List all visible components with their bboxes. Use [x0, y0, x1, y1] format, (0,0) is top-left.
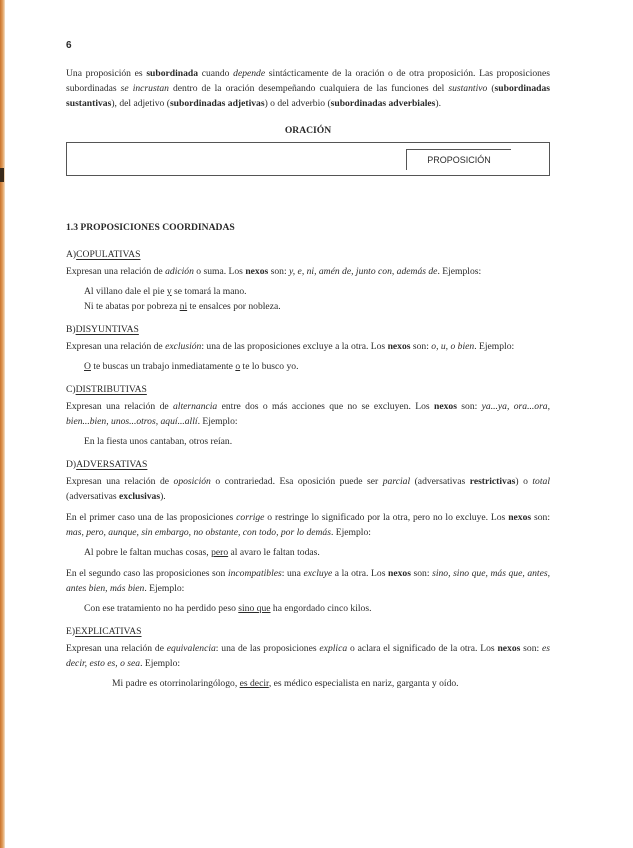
example-sentence: [66, 545, 550, 560]
text: son:: [531, 512, 550, 523]
text: ) o: [515, 476, 533, 487]
term: nexos: [245, 266, 269, 277]
text: al avaro le faltan todas.: [228, 547, 320, 558]
subsection-letter: B): [66, 324, 76, 335]
text: . Ejemplo:: [474, 341, 515, 352]
term: nexos: [497, 643, 521, 654]
adversativas-paragraph: [66, 474, 550, 504]
text: ha engordado cinco kilos.: [270, 603, 372, 614]
oracion-diagram: [66, 142, 550, 176]
diagram-title: ORACIÓN: [284, 125, 332, 136]
page-content: [66, 66, 550, 691]
text: ).: [160, 491, 166, 502]
example-sentence: [66, 601, 550, 616]
nexo: sino que: [238, 603, 271, 614]
text: son:: [410, 568, 433, 579]
term: subordinadas adjetivas: [169, 98, 265, 109]
text: (adversativas: [410, 476, 470, 487]
text: ), del adjetivo (: [111, 98, 170, 109]
example-sentence: [66, 676, 550, 691]
subsection-letter: E): [66, 626, 76, 637]
text: Expresan una relación de: [66, 341, 166, 352]
term: explica: [319, 643, 348, 654]
subsection-letter: C): [66, 384, 76, 395]
term: total: [532, 476, 550, 487]
page-number: 6: [66, 40, 72, 51]
text: o suma. Los: [193, 266, 246, 277]
text: . Ejemplos:: [437, 266, 482, 277]
term: se incrustan: [120, 83, 169, 94]
text: te ensalces por nobleza.: [187, 301, 281, 312]
explicativas-paragraph: [66, 641, 550, 671]
text: Mi padre es otorrinolaringólogo,: [112, 678, 240, 689]
text: . Ejemplo:: [197, 416, 238, 427]
subsection-label: EXPLICATIVAS: [75, 626, 142, 637]
text: Expresan una relación de: [66, 643, 167, 654]
text: : una de las proposiciones: [215, 643, 320, 654]
text: ).: [435, 98, 442, 109]
text: a la otra. Los: [332, 568, 389, 579]
term: subordinada: [146, 68, 199, 79]
distributivas-paragraph: [66, 399, 550, 429]
text: , es médico especialista en nariz, garganta y oído.: [268, 678, 459, 689]
disyuntivas-paragraph: [66, 339, 550, 354]
text: son:: [268, 266, 290, 277]
nexo: es decir: [239, 678, 269, 689]
term: corrige: [236, 512, 265, 523]
term: exclusivas: [119, 491, 161, 502]
text: cuando: [198, 68, 234, 79]
term: subordinadas sustantivas: [66, 83, 551, 109]
subsection-label: ADVERSATIVAS: [76, 459, 148, 470]
subsection-letter: A): [66, 249, 77, 260]
text: son:: [456, 401, 482, 412]
text: (adversativas: [66, 491, 120, 502]
term: sino, sino que, más que, antes, antes bien, más bien: [66, 568, 550, 594]
nexo: pero: [211, 547, 229, 558]
term: excluye: [303, 568, 333, 579]
term: subordinadas adverbiales: [330, 98, 436, 109]
subsection-title-distributivas: [66, 384, 550, 395]
nexo: y: [166, 286, 172, 297]
text: Una proposición es: [66, 68, 147, 79]
nexo: O: [84, 361, 91, 372]
text: son:: [410, 341, 432, 352]
example-sentence: [66, 359, 550, 374]
text: Expresan una relación de: [66, 266, 166, 277]
term: equivalencia: [166, 643, 216, 654]
section-title: 1.3 PROPOSICIONES COORDINADAS: [66, 222, 235, 233]
text: : una: [281, 568, 304, 579]
term: mas, pero, aunque, sin embargo, no obstante, con todo, por lo demás: [66, 527, 331, 538]
term: adición: [165, 266, 194, 277]
subsection-label: COPULATIVAS: [76, 249, 141, 260]
text: . Ejemplo:: [144, 583, 185, 594]
term: ya...ya, ora...ora, bien...bien, unos...otros, aquí...allí: [66, 401, 550, 427]
subsection-letter: D): [66, 459, 77, 470]
term: o, u, o bien: [431, 341, 475, 352]
proposicion-box: PROPOSICIÓN: [406, 149, 511, 170]
text: te buscas un trabajo inmediatamente: [90, 361, 236, 372]
subsection-title-adversativas: [66, 459, 550, 470]
text: dentro de la oración desempeñando cualquiera de las funciones del: [168, 83, 449, 94]
text: . Ejemplo:: [140, 658, 181, 669]
text: En el primer caso una de las proposiciones: [66, 512, 237, 523]
subsection-title-explicativas: [66, 626, 550, 637]
example-sentence: En la fiesta unos cantaban, otros reían.: [84, 436, 233, 447]
term: nexos: [434, 401, 457, 412]
term: nexos: [508, 512, 532, 523]
text: Expresan una relación de: [66, 401, 173, 412]
example-sentence: [66, 299, 550, 314]
text: Al villano dale el pie: [84, 286, 167, 297]
text: Ni te abatas por pobreza: [84, 301, 180, 312]
term: parcial: [382, 476, 411, 487]
text: se tomará la mano.: [171, 286, 247, 297]
copulativas-paragraph: [66, 264, 550, 279]
text: son:: [520, 643, 542, 654]
term: incompatibles: [227, 568, 282, 579]
text: Expresan una relación de: [66, 476, 174, 487]
example-sentence: [66, 284, 550, 299]
text: (: [487, 83, 495, 94]
term: oposición: [173, 476, 211, 487]
term: nexos: [387, 341, 411, 352]
nexo: o: [235, 361, 241, 372]
subsection-title-disyuntivas: [66, 324, 550, 335]
text: . Ejemplo:: [330, 527, 371, 538]
text: sintácticamente de la oración o de otra proposición. Las proposiciones subordinadas: [66, 68, 550, 94]
term: exclusión: [165, 341, 202, 352]
text: o contrariedad. Esa oposición puede ser: [210, 476, 383, 487]
term: y, e, ni, amén de, junto con, además de: [289, 266, 438, 277]
subsection-label: DISTRIBUTIVAS: [75, 384, 147, 395]
text: En el segundo caso las proposiciones son: [66, 568, 228, 579]
text: : una de las proposiciones excluye a la otra. Los: [201, 341, 388, 352]
term: nexos: [388, 568, 411, 579]
nexo: ni: [179, 301, 188, 312]
term: alternancia: [173, 401, 218, 412]
text: Con ese tratamiento no ha perdido peso: [84, 603, 239, 614]
term: es decir, esto es, o sea: [66, 643, 550, 669]
page-edge-binding: [0, 0, 5, 848]
term: depende: [233, 68, 266, 79]
subsection-title-copulativas: [66, 249, 550, 260]
intro-paragraph: [66, 66, 550, 111]
term: restrictivas: [469, 476, 516, 487]
subsection-label: DISYUNTIVAS: [75, 324, 139, 335]
text: te lo busco yo.: [240, 361, 299, 372]
text: entre dos o más acciones que no se excluyen. Los: [217, 401, 434, 412]
text: o restringe lo significado por la otra, pero no lo excluye. Los: [264, 512, 509, 523]
term: sustantivo: [448, 83, 488, 94]
text: Al pobre le faltan muchas cosas,: [84, 547, 212, 558]
text: o aclara el significado de la otra. Los: [347, 643, 498, 654]
adversativas-exclusivas-paragraph: [66, 566, 550, 596]
text: ) o del adverbio (: [264, 98, 331, 109]
page-edge-mark: [0, 168, 4, 182]
adversativas-restrictivas-paragraph: [66, 510, 550, 540]
